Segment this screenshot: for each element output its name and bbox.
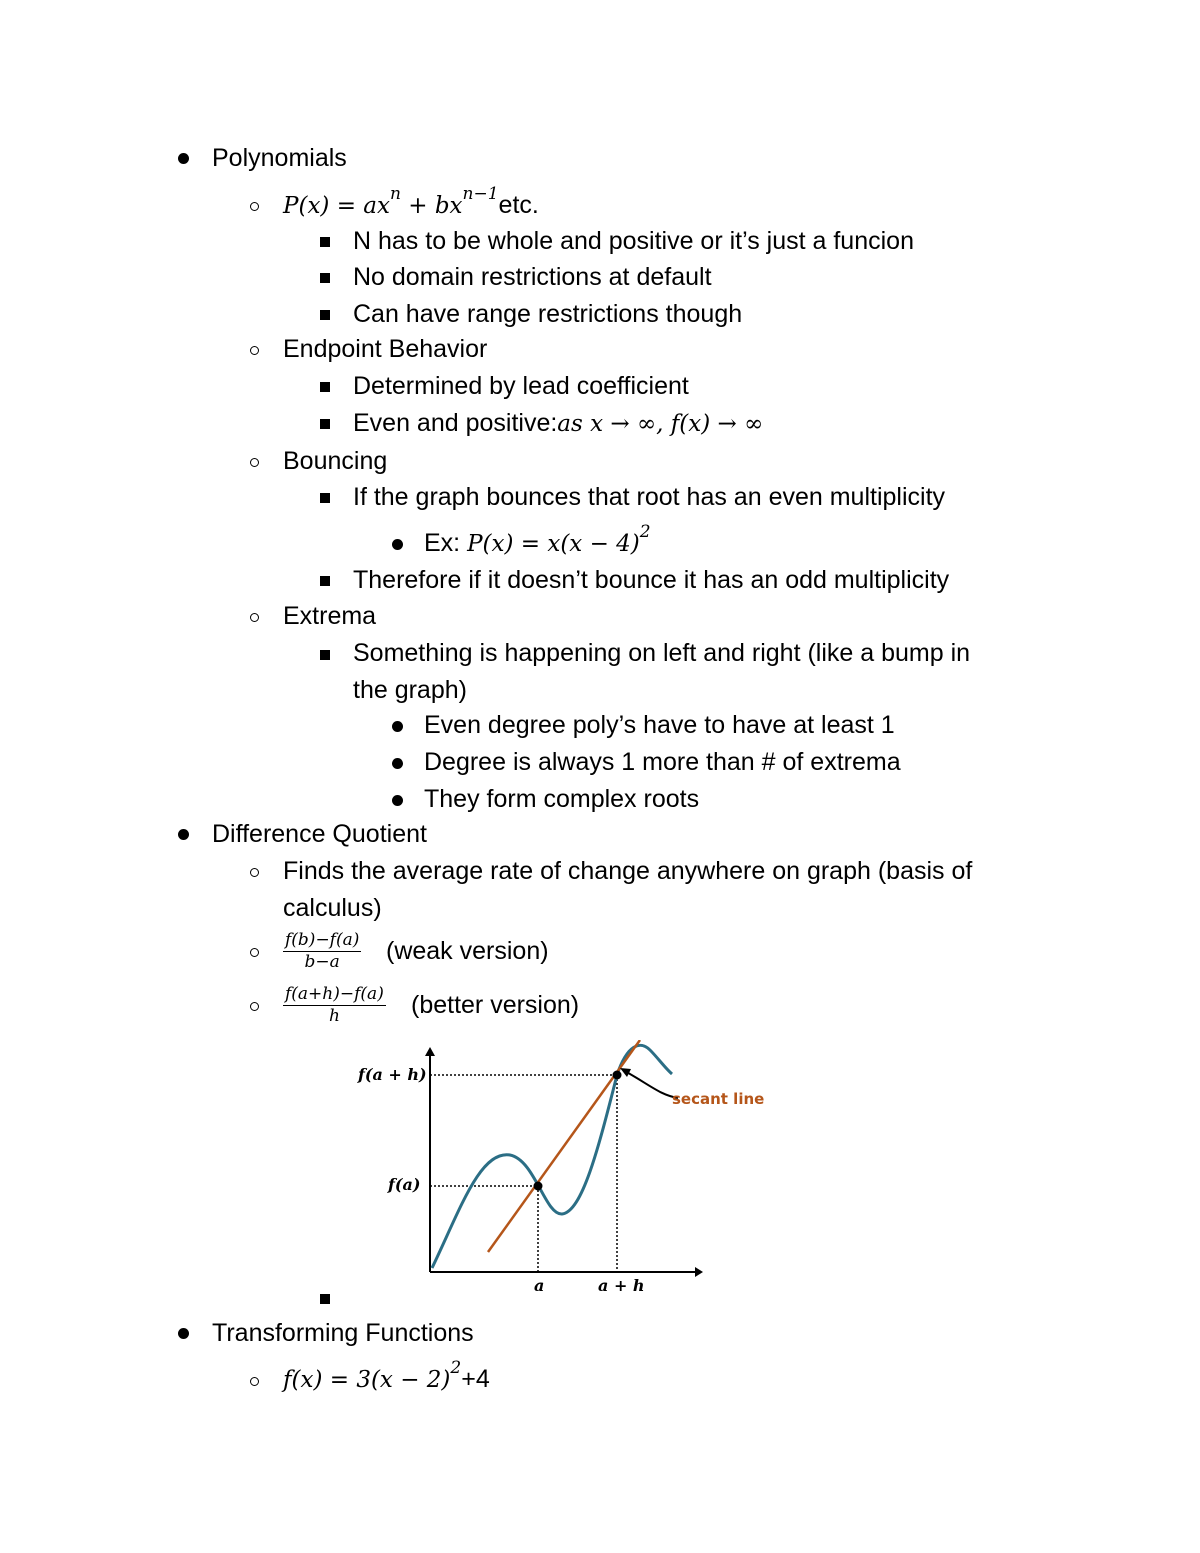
section-heading-difference-quotient: Difference Quotient <box>212 820 427 848</box>
endpoint-math: as x → ∞, f(x) → ∞ <box>557 411 764 437</box>
bullet-square <box>320 273 330 283</box>
definition-mid: + bx <box>400 193 463 219</box>
bullet-circle <box>250 948 259 957</box>
bullet-square <box>320 576 330 586</box>
bullet-square <box>320 310 330 320</box>
bullet-disc <box>178 1328 189 1339</box>
better-fraction <box>283 984 386 1026</box>
definition-point: No domain restrictions at default <box>353 263 712 291</box>
transforming-math: f(x) = 3(x − 2) <box>283 1367 451 1393</box>
bullet-circle <box>250 1002 259 1011</box>
section-heading-transforming-functions: Transforming Functions <box>212 1319 474 1347</box>
bouncing-point: If the graph bounces that root has an even multiplicity <box>353 483 946 511</box>
difference-quotient-desc-line1: Finds the average rate of change anywhere on graph (basis of <box>283 857 973 885</box>
extrema-subpoint: Degree is always 1 more than # of extrema <box>424 748 901 776</box>
weak-numerator: f(b)−f(a) <box>285 930 360 950</box>
bullet-square <box>320 650 330 660</box>
bullet-square <box>320 237 330 247</box>
secant-pointer-arrow <box>623 1070 678 1098</box>
bullet-disc <box>178 829 189 840</box>
bouncing-example <box>424 522 651 561</box>
point-a-plus-h <box>613 1071 622 1080</box>
extrema-point-line1: Something is happening on left and right (like a bump in <box>353 639 971 667</box>
weak-version-label: (weak version) <box>386 937 549 965</box>
endpoint-point-even-positive <box>353 408 763 439</box>
bullet-square <box>320 419 330 429</box>
definition-point: N has to be whole and positive or it’s just a funcion <box>353 227 914 255</box>
bullet-disc <box>392 758 403 769</box>
better-version-label: (better version) <box>411 991 580 1019</box>
bullet-circle <box>250 202 259 211</box>
subheading-endpoint-behavior: Endpoint Behavior <box>283 335 488 363</box>
bouncing-point: Therefore if it doesn’t bounce it has an odd multiplicity <box>353 566 950 594</box>
bullet-circle <box>250 458 259 467</box>
label-a: a <box>534 1276 545 1295</box>
extrema-point-line2: the graph) <box>353 676 467 704</box>
example-math: P(x) = x(x − 4) <box>467 531 640 557</box>
transforming-tail: +4 <box>461 1365 490 1393</box>
weak-fraction <box>283 930 361 972</box>
definition-tail: etc. <box>498 191 539 219</box>
weak-denominator: b−a <box>304 952 340 972</box>
extrema-subpoint: They form complex roots <box>424 785 700 813</box>
point-a <box>534 1182 543 1191</box>
example-exponent: 2 <box>639 522 651 542</box>
example-label: Ex: <box>424 529 468 557</box>
bullet-disc <box>178 153 189 164</box>
better-numerator: f(a+h)−f(a) <box>285 984 384 1004</box>
bullet-circle <box>250 1377 259 1386</box>
label-f-a-plus-h: f(a + h) <box>358 1065 427 1084</box>
section-heading-polynomials: Polynomials <box>212 144 347 172</box>
y-axis-arrow <box>425 1047 435 1056</box>
definition-exponent-n-minus-1: n−1 <box>462 184 499 204</box>
bullet-circle <box>250 868 259 877</box>
subheading-extrema: Extrema <box>283 602 377 630</box>
bullet-disc <box>392 721 403 732</box>
endpoint-point-label: Even and positive: <box>353 409 558 437</box>
bullet-circle <box>250 346 259 355</box>
definition-point: Can have range restrictions though <box>353 300 743 328</box>
x-axis-arrow <box>695 1267 703 1277</box>
secant-line-label: secant line <box>672 1090 765 1108</box>
better-denominator: h <box>328 1006 340 1026</box>
definition-lhs: P(x) = ax <box>283 193 390 219</box>
bullet-square <box>320 1294 330 1304</box>
definition-exponent-n: n <box>389 184 401 204</box>
label-f-a: f(a) <box>388 1175 421 1194</box>
subheading-bouncing: Bouncing <box>283 447 388 475</box>
difference-quotient-desc-line2: calculus) <box>283 894 382 922</box>
bullet-disc <box>392 539 403 550</box>
transforming-exponent: 2 <box>450 1358 462 1378</box>
secant-line-figure <box>350 1040 770 1300</box>
bullet-disc <box>392 795 403 806</box>
polynomial-definition <box>283 184 539 223</box>
bullet-square <box>320 493 330 503</box>
endpoint-point: Determined by lead coefficient <box>353 372 689 400</box>
extrema-subpoint: Even degree poly’s have to have at least 1 <box>424 711 895 739</box>
label-a-plus-h: a + h <box>598 1276 645 1295</box>
bullet-circle <box>250 613 259 622</box>
bullet-square <box>320 382 330 392</box>
transforming-example <box>283 1358 490 1397</box>
